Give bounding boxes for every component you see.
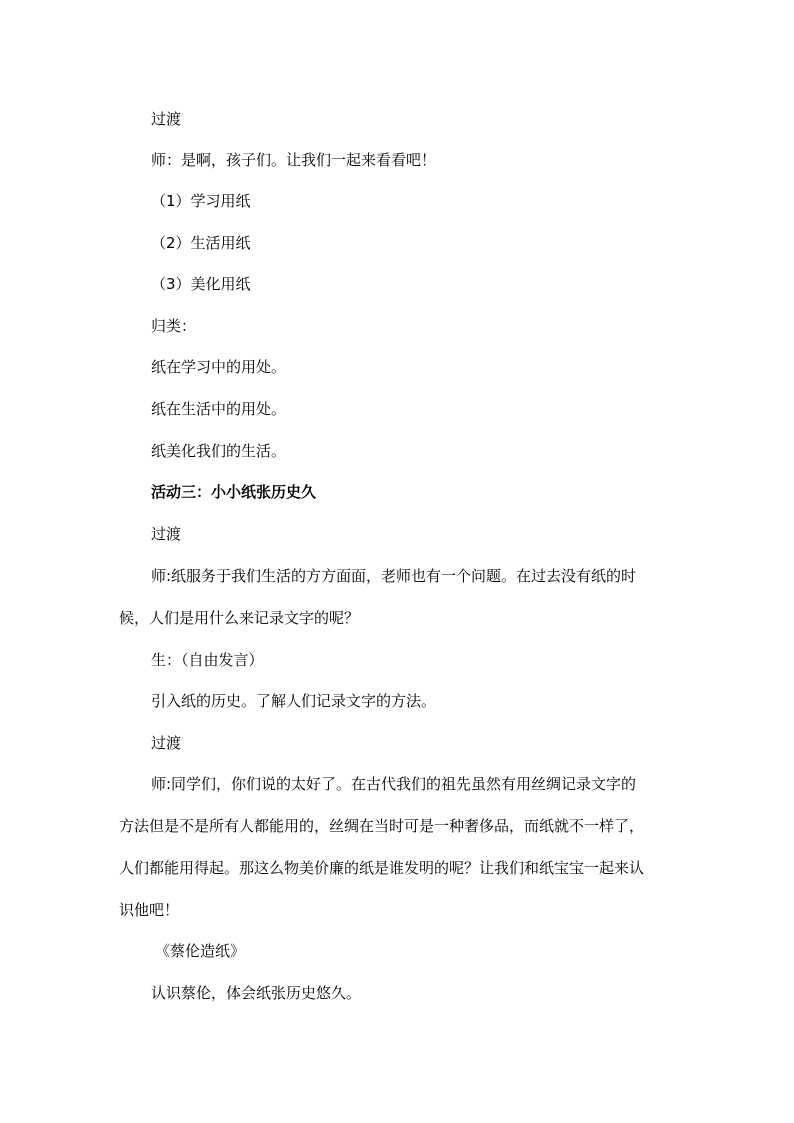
paragraph-cai-lun: 认识蔡伦，体会纸张历史悠久。 — [151, 984, 362, 1002]
paragraph-classify-life: 纸在生活中的用处。 — [151, 400, 287, 418]
paragraph-transition-3: 过渡 — [151, 734, 182, 752]
paragraph-student-answer: 生：（自由发言） — [151, 651, 264, 669]
paragraph-classify-beautify: 纸美化我们的生活。 — [151, 442, 287, 460]
paragraph-teacher-praise-line-2: 方法但是不是所有人都能用的，丝绸在当时可是一种奢侈品，而纸就不一样了， — [119, 817, 645, 835]
paragraph-teacher-line-1: 师：是啊，孩子们。让我们一起来看看吧！ — [151, 151, 437, 169]
paragraph-transition-1: 过渡 — [151, 110, 182, 128]
paragraph-teacher-praise-line-4: 识他吧！ — [119, 901, 180, 919]
paragraph-classify: 归类： — [151, 317, 197, 335]
list-item-decor-paper: （3）美化用纸 — [151, 275, 251, 293]
paragraph-teacher-question-line-1: 师:纸服务于我们生活的方方面面，老师也有一个问题。在过去没有纸的时 — [151, 567, 637, 585]
list-item-life-paper: （2）生活用纸 — [151, 234, 251, 252]
paragraph-teacher-question-line-2: 候，人们是用什么来记录文字的呢？ — [119, 609, 360, 627]
paragraph-teacher-praise-line-1: 师:同学们，你们说的太好了。在古代我们的祖先虽然有用丝绸记录文字的 — [151, 775, 637, 793]
paragraph-intro-history: 引入纸的历史。了解人们记录文字的方法。 — [151, 692, 437, 710]
list-item-study-paper: （1）学习用纸 — [151, 192, 251, 210]
paragraph-teacher-praise-line-3: 人们都能用得起。那这么物美价廉的纸是谁发明的呢？让我们和纸宝宝一起来认 — [119, 859, 645, 877]
section-heading-activity-3: 活动三：小小纸张历史久 — [151, 483, 317, 501]
paragraph-story-title: 《蔡伦造纸》 — [155, 942, 246, 960]
paragraph-classify-study: 纸在学习中的用处。 — [151, 358, 287, 376]
paragraph-transition-2: 过渡 — [151, 525, 182, 543]
